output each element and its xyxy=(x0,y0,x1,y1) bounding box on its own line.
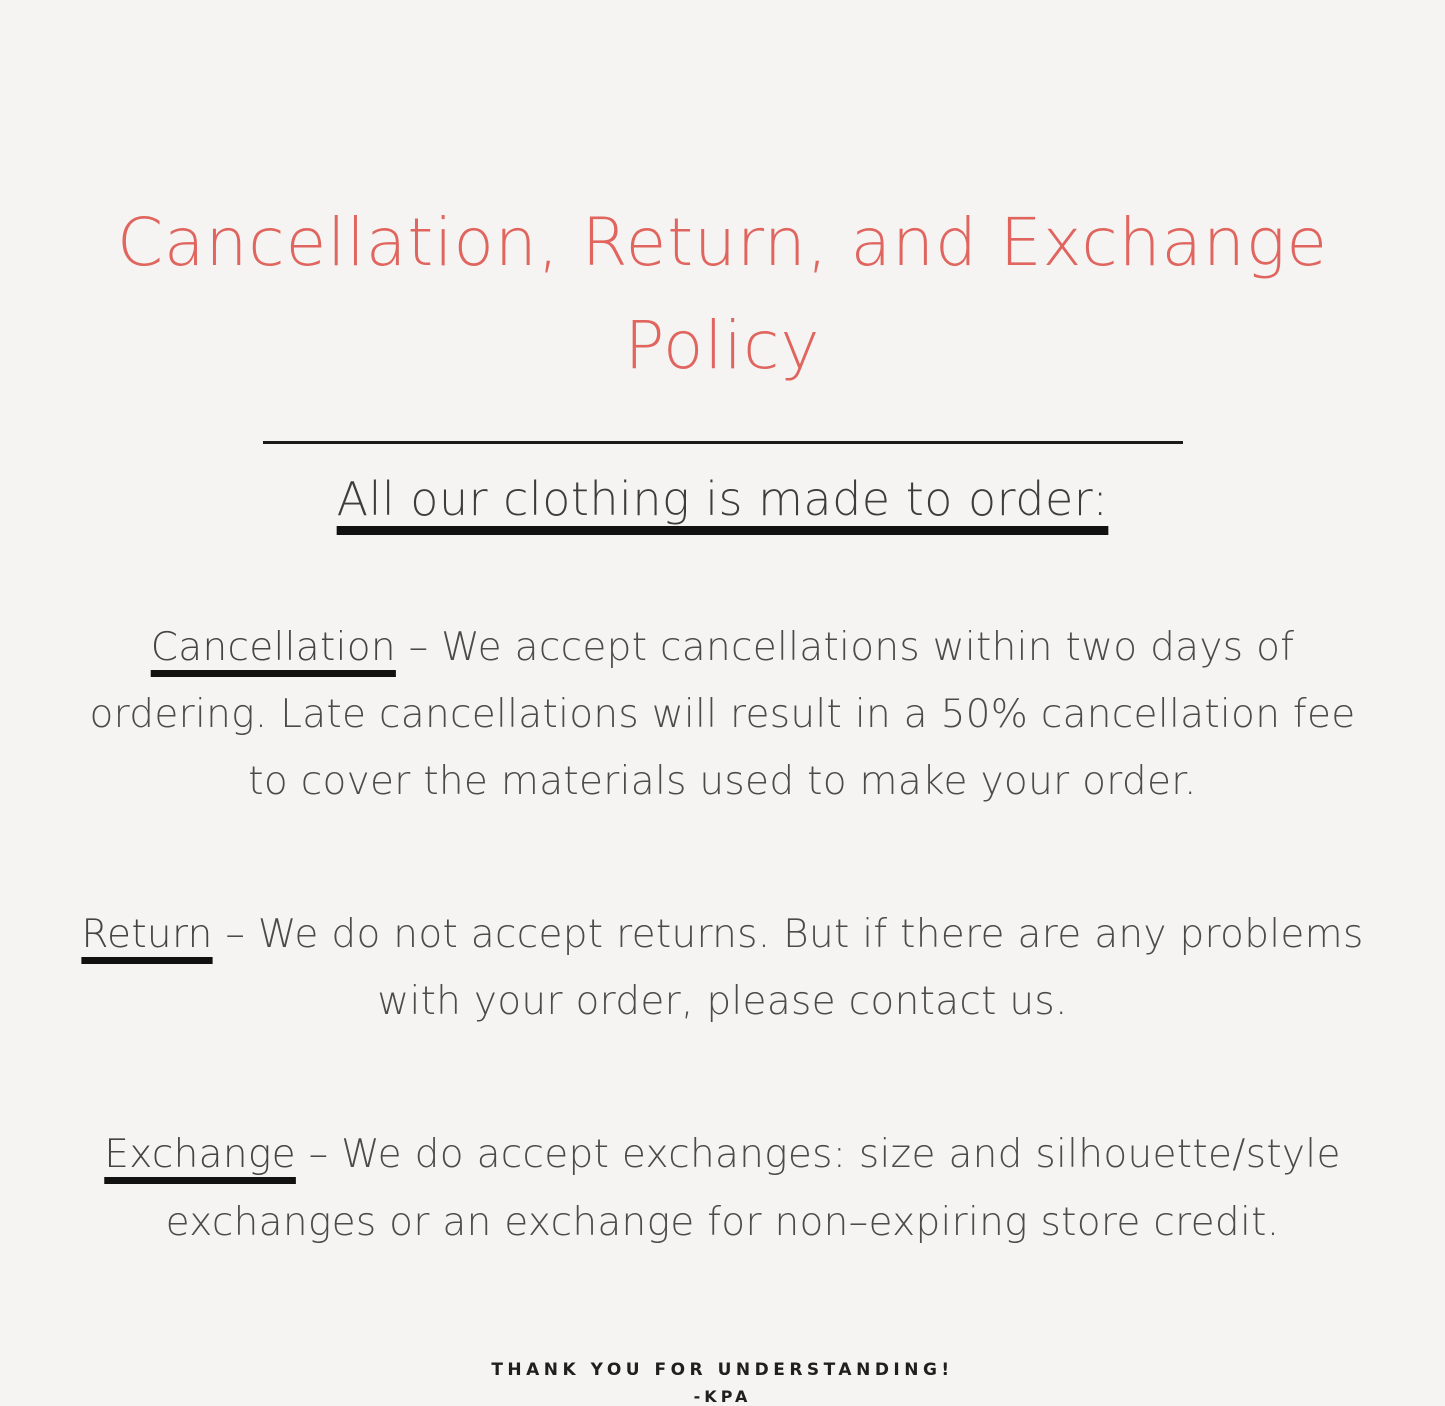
policy-term-return: Return xyxy=(81,912,213,958)
footer-signature: -KPA xyxy=(693,1386,752,1406)
policy-term-cancellation: Cancellation xyxy=(150,625,396,671)
policy-term-exchange: Exchange xyxy=(104,1132,296,1178)
policy-paragraph-return xyxy=(75,901,1370,1035)
footer-thanks-text: THANK YOU FOR UNDERSTANDING! xyxy=(491,1359,954,1380)
subtitle-text: All our clothing is made to order: xyxy=(336,472,1109,527)
policy-separator: – xyxy=(308,1132,329,1178)
page-title-line-2: Policy xyxy=(624,306,821,384)
policy-body-cancellation: We accept cancellations within two days of ordering. Late cancellations will result in a 50% cancellation fee to cover the materials used to make your order. xyxy=(89,625,1356,805)
policy-paragraph-exchange xyxy=(75,1121,1370,1255)
title-divider xyxy=(263,441,1183,444)
policy-body-return: We do not accept returns. But if there are any problems with your order, please contact us. xyxy=(257,912,1364,1025)
policy-paragraph-cancellation xyxy=(75,614,1370,815)
footer xyxy=(0,1360,1445,1406)
policy-separator: – xyxy=(408,625,429,671)
page-title xyxy=(0,192,1445,397)
policy-separator: – xyxy=(225,912,246,958)
policy-body-exchange: We do accept exchanges: size and silhouette/style exchanges or an exchange for non–expiring store credit. xyxy=(165,1132,1341,1245)
page-title-line-1: Cancellation, Return, and Exchange xyxy=(116,204,1329,282)
subtitle xyxy=(0,472,1445,526)
